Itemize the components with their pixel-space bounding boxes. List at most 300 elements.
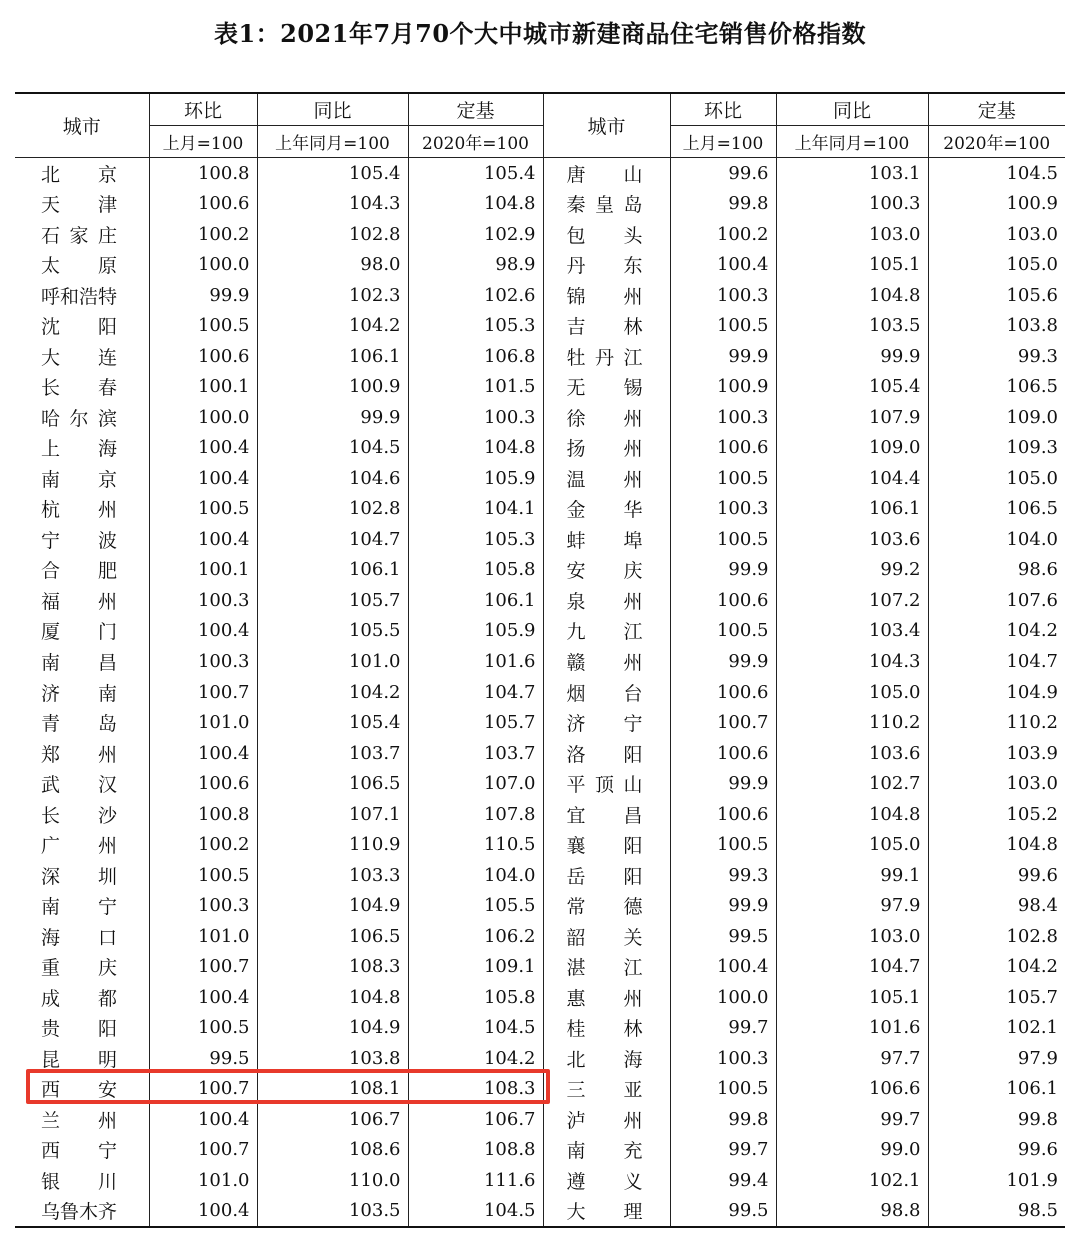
cell-mom-right: 99.9 [670, 341, 776, 372]
city-name: 唐 山 [566, 163, 643, 186]
cell-yoy-right: 109.0 [776, 433, 928, 464]
cell-yoy-left: 103.5 [257, 1196, 408, 1228]
table-row [15, 250, 1065, 281]
city-name: 湛 江 [566, 957, 643, 980]
city-name: 呼和浩特 [41, 285, 118, 308]
cell-city-right [543, 951, 670, 982]
cell-city-right [543, 1196, 670, 1228]
cell-base-right: 101.9 [928, 1165, 1065, 1196]
city-name: 北 京 [41, 163, 117, 186]
cell-base-right: 98.6 [928, 555, 1065, 586]
cell-city-right [543, 738, 670, 769]
cell-yoy-left: 104.5 [257, 433, 408, 464]
city-name: 武 汉 [41, 774, 117, 797]
cell-base-left: 102.9 [408, 219, 543, 250]
cell-city-left [15, 494, 149, 525]
cell-yoy-right: 102.7 [776, 768, 928, 799]
city-name: 锦 州 [566, 285, 643, 308]
cell-mom-left: 100.4 [149, 1104, 257, 1135]
cell-base-left: 104.0 [408, 860, 543, 891]
cell-yoy-left: 102.8 [257, 219, 408, 250]
cell-city-left [15, 1165, 149, 1196]
cell-mom-right: 99.3 [670, 860, 776, 891]
header-city-right: 城市 [543, 93, 670, 158]
cell-mom-left: 100.3 [149, 646, 257, 677]
city-name: 成 都 [41, 987, 117, 1010]
cell-mom-left: 101.0 [149, 707, 257, 738]
subheader-base-left: 2020年=100 [408, 126, 543, 158]
cell-yoy-right: 105.0 [776, 829, 928, 860]
cell-base-left: 104.1 [408, 494, 543, 525]
cell-yoy-left: 104.9 [257, 1012, 408, 1043]
cell-mom-right: 100.3 [670, 280, 776, 311]
cell-yoy-left: 105.4 [257, 707, 408, 738]
cell-base-left: 111.6 [408, 1165, 543, 1196]
table-row [15, 707, 1065, 738]
cell-mom-right: 99.6 [670, 158, 776, 189]
cell-city-left [15, 646, 149, 677]
cell-mom-right: 100.0 [670, 982, 776, 1013]
cell-yoy-right: 101.6 [776, 1012, 928, 1043]
table-row [15, 189, 1065, 220]
cell-mom-left: 100.2 [149, 219, 257, 250]
cell-base-right: 104.5 [928, 158, 1065, 189]
cell-mom-left: 100.1 [149, 555, 257, 586]
cell-base-right: 103.0 [928, 768, 1065, 799]
table-row [15, 1043, 1065, 1074]
cell-city-left [15, 463, 149, 494]
city-name: 洛 阳 [566, 743, 643, 766]
header-base-left: 定基 [408, 93, 543, 126]
table-row [15, 1104, 1065, 1135]
cell-city-right [543, 402, 670, 433]
cell-base-left: 104.5 [408, 1196, 543, 1228]
table-row [15, 982, 1065, 1013]
cell-mom-right: 99.4 [670, 1165, 776, 1196]
city-name: 广 州 [41, 835, 117, 858]
city-name: 包 头 [566, 224, 643, 247]
cell-mom-right: 100.3 [670, 494, 776, 525]
city-name: 九 江 [566, 621, 643, 644]
cell-yoy-right: 99.2 [776, 555, 928, 586]
cell-base-left: 108.3 [408, 1073, 543, 1104]
cell-yoy-right: 110.2 [776, 707, 928, 738]
cell-mom-right: 100.4 [670, 250, 776, 281]
cell-city-left [15, 951, 149, 982]
cell-mom-right: 100.6 [670, 433, 776, 464]
table-row [15, 829, 1065, 860]
cell-yoy-right: 104.3 [776, 646, 928, 677]
cell-city-right [543, 799, 670, 830]
city-name: 哈尔滨 [41, 407, 117, 430]
cell-mom-left: 100.5 [149, 1012, 257, 1043]
cell-yoy-right: 105.1 [776, 982, 928, 1013]
cell-base-right: 104.9 [928, 677, 1065, 708]
cell-base-left: 105.9 [408, 463, 543, 494]
cell-yoy-right: 99.7 [776, 1104, 928, 1135]
cell-city-right [543, 311, 670, 342]
city-name: 蚌 埠 [566, 529, 643, 552]
cell-mom-left: 100.8 [149, 799, 257, 830]
city-name: 泸 州 [566, 1109, 643, 1132]
cell-base-right: 104.7 [928, 646, 1065, 677]
cell-mom-left: 99.5 [149, 1043, 257, 1074]
city-name: 烟 台 [566, 682, 643, 705]
cell-base-right: 103.0 [928, 219, 1065, 250]
cell-mom-left: 100.4 [149, 1196, 257, 1228]
cell-mom-right: 100.6 [670, 585, 776, 616]
table-row [15, 1135, 1065, 1166]
cell-yoy-right: 106.1 [776, 494, 928, 525]
city-name: 济 南 [41, 682, 117, 705]
cell-yoy-left: 102.8 [257, 494, 408, 525]
cell-base-right: 103.9 [928, 738, 1065, 769]
cell-base-right: 107.6 [928, 585, 1065, 616]
cell-city-right [543, 860, 670, 891]
cell-city-right [543, 158, 670, 189]
table-row [15, 372, 1065, 403]
cell-yoy-left: 105.7 [257, 585, 408, 616]
cell-city-right [543, 646, 670, 677]
cell-mom-left: 100.4 [149, 982, 257, 1013]
cell-base-left: 107.8 [408, 799, 543, 830]
cell-base-left: 106.7 [408, 1104, 543, 1135]
cell-mom-left: 100.6 [149, 768, 257, 799]
cell-yoy-left: 108.3 [257, 951, 408, 982]
table-row [15, 1196, 1065, 1228]
cell-mom-right: 99.9 [670, 646, 776, 677]
cell-city-left [15, 860, 149, 891]
cell-yoy-left: 104.3 [257, 189, 408, 220]
table-row [15, 524, 1065, 555]
cell-mom-left: 100.6 [149, 341, 257, 372]
cell-mom-left: 101.0 [149, 1165, 257, 1196]
cell-base-left: 104.8 [408, 433, 543, 464]
city-name: 徐 州 [566, 407, 643, 430]
cell-city-left [15, 921, 149, 952]
city-name: 襄 阳 [566, 835, 643, 858]
subheader-yoy-right: 上年同月=100 [776, 126, 928, 158]
cell-yoy-left: 106.1 [257, 555, 408, 586]
cell-base-right: 102.8 [928, 921, 1065, 952]
city-name: 丹 东 [566, 255, 643, 278]
cell-yoy-left: 105.5 [257, 616, 408, 647]
city-name: 兰 州 [41, 1109, 117, 1132]
cell-city-left [15, 250, 149, 281]
cell-yoy-left: 104.9 [257, 890, 408, 921]
cell-mom-right: 100.5 [670, 1073, 776, 1104]
cell-mom-right: 100.5 [670, 829, 776, 860]
city-name: 韶 关 [566, 926, 643, 949]
city-name: 安 庆 [566, 560, 643, 583]
cell-mom-left: 100.6 [149, 189, 257, 220]
city-name: 天 津 [41, 194, 117, 217]
cell-base-right: 104.0 [928, 524, 1065, 555]
table-row [15, 646, 1065, 677]
cell-city-left [15, 433, 149, 464]
cell-city-right [543, 768, 670, 799]
cell-base-left: 104.2 [408, 1043, 543, 1074]
cell-yoy-left: 104.2 [257, 677, 408, 708]
cell-mom-right: 100.5 [670, 463, 776, 494]
cell-city-right [543, 707, 670, 738]
cell-mom-right: 100.5 [670, 616, 776, 647]
cell-base-left: 101.5 [408, 372, 543, 403]
cell-mom-right: 99.9 [670, 768, 776, 799]
cell-mom-left: 100.5 [149, 494, 257, 525]
cell-yoy-left: 106.7 [257, 1104, 408, 1135]
cell-yoy-right: 105.1 [776, 250, 928, 281]
cell-yoy-left: 103.7 [257, 738, 408, 769]
table-row [15, 1165, 1065, 1196]
cell-yoy-left: 106.5 [257, 768, 408, 799]
cell-yoy-right: 97.7 [776, 1043, 928, 1074]
cell-city-left [15, 158, 149, 189]
cell-yoy-right: 104.4 [776, 463, 928, 494]
cell-yoy-left: 98.0 [257, 250, 408, 281]
cell-yoy-right: 107.2 [776, 585, 928, 616]
table-row [15, 219, 1065, 250]
cell-mom-right: 99.5 [670, 921, 776, 952]
cell-base-right: 109.0 [928, 402, 1065, 433]
cell-base-left: 98.9 [408, 250, 543, 281]
table-row [15, 494, 1065, 525]
city-name: 桂 林 [566, 1018, 643, 1041]
city-name: 西 宁 [41, 1140, 117, 1163]
cell-city-right [543, 890, 670, 921]
city-name: 南 京 [41, 468, 117, 491]
cell-city-left [15, 585, 149, 616]
cell-city-right [543, 1135, 670, 1166]
cell-mom-left: 100.4 [149, 738, 257, 769]
city-name: 宜 昌 [566, 804, 643, 827]
city-name: 大 理 [566, 1201, 643, 1224]
cell-city-right [543, 1012, 670, 1043]
cell-yoy-right: 104.8 [776, 799, 928, 830]
cell-mom-right: 100.5 [670, 311, 776, 342]
table-row [15, 433, 1065, 464]
cell-base-right: 109.3 [928, 433, 1065, 464]
cell-city-right [543, 1165, 670, 1196]
city-name: 牡丹江 [566, 346, 643, 369]
city-name: 扬 州 [566, 438, 643, 461]
cell-mom-right: 100.5 [670, 524, 776, 555]
cell-yoy-right: 105.0 [776, 677, 928, 708]
cell-mom-right: 100.6 [670, 799, 776, 830]
table-row [15, 1073, 1065, 1104]
subheader-yoy-left: 上年同月=100 [257, 126, 408, 158]
cell-city-left [15, 829, 149, 860]
header-mom-left: 环比 [149, 93, 257, 126]
page-title: 表1：2021年7月70个大中城市新建商品住宅销售价格指数 [213, 19, 867, 48]
city-name: 北 海 [566, 1048, 643, 1071]
cell-mom-right: 100.9 [670, 372, 776, 403]
cell-city-right [543, 616, 670, 647]
city-name: 泉 州 [566, 590, 643, 613]
cell-yoy-right: 99.0 [776, 1135, 928, 1166]
cell-city-left [15, 799, 149, 830]
cell-base-right: 105.0 [928, 250, 1065, 281]
city-name: 福 州 [41, 590, 117, 613]
city-name: 宁 波 [41, 529, 117, 552]
cell-yoy-right: 107.9 [776, 402, 928, 433]
table-row [15, 677, 1065, 708]
header-mom-right: 环比 [670, 93, 776, 126]
cell-mom-left: 100.7 [149, 1135, 257, 1166]
cell-base-left: 102.6 [408, 280, 543, 311]
cell-mom-left: 100.7 [149, 677, 257, 708]
city-name: 南 充 [566, 1140, 643, 1163]
cell-city-left [15, 524, 149, 555]
cell-city-right [543, 433, 670, 464]
cell-base-right: 98.4 [928, 890, 1065, 921]
table-row [15, 341, 1065, 372]
table-row [15, 768, 1065, 799]
cell-base-right: 106.1 [928, 1073, 1065, 1104]
cell-city-left [15, 1104, 149, 1135]
cell-yoy-right: 106.6 [776, 1073, 928, 1104]
cell-base-left: 106.8 [408, 341, 543, 372]
header-yoy-left: 同比 [257, 93, 408, 126]
cell-base-left: 109.1 [408, 951, 543, 982]
city-name: 三 亚 [566, 1079, 643, 1102]
cell-base-left: 106.1 [408, 585, 543, 616]
city-name: 杭 州 [41, 499, 117, 522]
cell-base-left: 106.2 [408, 921, 543, 952]
cell-city-left [15, 768, 149, 799]
cell-yoy-right: 98.8 [776, 1196, 928, 1228]
cell-city-right [543, 250, 670, 281]
cell-yoy-left: 104.7 [257, 524, 408, 555]
cell-yoy-right: 99.1 [776, 860, 928, 891]
cell-city-right [543, 1043, 670, 1074]
cell-mom-left: 100.2 [149, 829, 257, 860]
city-name: 常 德 [566, 896, 643, 919]
cell-base-right: 110.2 [928, 707, 1065, 738]
city-name: 赣 州 [566, 652, 643, 674]
city-name: 西 安 [41, 1079, 117, 1102]
table-row [15, 890, 1065, 921]
cell-city-left [15, 616, 149, 647]
cell-mom-left: 100.3 [149, 585, 257, 616]
cell-mom-right: 99.8 [670, 1104, 776, 1135]
cell-yoy-left: 110.0 [257, 1165, 408, 1196]
cell-mom-right: 99.7 [670, 1012, 776, 1043]
table-row [15, 921, 1065, 952]
cell-yoy-right: 103.1 [776, 158, 928, 189]
table-row [15, 402, 1065, 433]
table-row [15, 738, 1065, 769]
cell-mom-right: 99.7 [670, 1135, 776, 1166]
cell-mom-left: 100.8 [149, 158, 257, 189]
cell-city-right [543, 677, 670, 708]
city-name: 秦皇岛 [566, 194, 643, 217]
cell-yoy-right: 103.0 [776, 219, 928, 250]
cell-mom-right: 100.3 [670, 1043, 776, 1074]
cell-yoy-right: 97.9 [776, 890, 928, 921]
cell-city-right [543, 1073, 670, 1104]
cell-base-right: 100.9 [928, 189, 1065, 220]
cell-base-left: 105.9 [408, 616, 543, 647]
cell-city-left [15, 707, 149, 738]
cell-mom-right: 99.8 [670, 189, 776, 220]
cell-base-right: 105.0 [928, 463, 1065, 494]
cell-mom-right: 99.5 [670, 1196, 776, 1228]
cell-yoy-right: 104.7 [776, 951, 928, 982]
cell-city-right [543, 982, 670, 1013]
cell-yoy-left: 110.9 [257, 829, 408, 860]
cell-base-right: 97.9 [928, 1043, 1065, 1074]
table-row [15, 585, 1065, 616]
cell-city-left [15, 402, 149, 433]
cell-yoy-left: 106.5 [257, 921, 408, 952]
cell-mom-left: 100.0 [149, 250, 257, 281]
city-name: 济 宁 [566, 713, 643, 736]
cell-mom-left: 100.4 [149, 433, 257, 464]
city-name: 太 原 [41, 255, 117, 278]
cell-city-right [543, 829, 670, 860]
cell-base-right: 104.2 [928, 616, 1065, 647]
cell-mom-right: 100.7 [670, 707, 776, 738]
cell-yoy-right: 104.8 [776, 280, 928, 311]
cell-city-left [15, 738, 149, 769]
city-name: 青 岛 [41, 713, 117, 736]
cell-mom-left: 100.4 [149, 524, 257, 555]
city-name: 上 海 [41, 438, 117, 461]
cell-mom-left: 100.4 [149, 616, 257, 647]
cell-city-left [15, 890, 149, 921]
cell-base-left: 105.4 [408, 158, 543, 189]
subheader-mom-right: 上月=100 [670, 126, 776, 158]
cell-yoy-right: 99.9 [776, 341, 928, 372]
city-name: 昆 明 [41, 1048, 117, 1071]
cell-base-right: 103.8 [928, 311, 1065, 342]
cell-mom-left: 100.5 [149, 860, 257, 891]
city-name: 大 连 [41, 346, 117, 369]
cell-mom-right: 100.3 [670, 402, 776, 433]
city-name: 温 州 [566, 468, 643, 491]
table-row [15, 860, 1065, 891]
cell-city-left [15, 982, 149, 1013]
city-name: 石家庄 [41, 224, 117, 247]
cell-city-right [543, 372, 670, 403]
cell-city-right [543, 921, 670, 952]
table-body [15, 158, 1065, 1228]
city-name: 遵 义 [566, 1170, 643, 1193]
city-name: 南 宁 [41, 896, 117, 919]
cell-city-left [15, 1012, 149, 1043]
city-name: 郑 州 [41, 743, 117, 766]
cell-base-left: 107.0 [408, 768, 543, 799]
table-row [15, 1012, 1065, 1043]
city-name: 无 锡 [566, 377, 643, 400]
city-name: 吉 林 [566, 316, 643, 339]
cell-yoy-right: 100.3 [776, 189, 928, 220]
cell-city-right [543, 1104, 670, 1135]
cell-city-left [15, 1196, 149, 1228]
city-name: 长 沙 [41, 804, 117, 827]
cell-yoy-right: 103.6 [776, 524, 928, 555]
cell-city-right [543, 189, 670, 220]
cell-city-right [543, 219, 670, 250]
cell-yoy-right: 105.4 [776, 372, 928, 403]
cell-base-right: 104.8 [928, 829, 1065, 860]
city-name: 银 川 [41, 1170, 117, 1193]
cell-yoy-right: 103.6 [776, 738, 928, 769]
cell-base-left: 105.3 [408, 311, 543, 342]
cell-base-left: 108.8 [408, 1135, 543, 1166]
cell-mom-left: 100.1 [149, 372, 257, 403]
